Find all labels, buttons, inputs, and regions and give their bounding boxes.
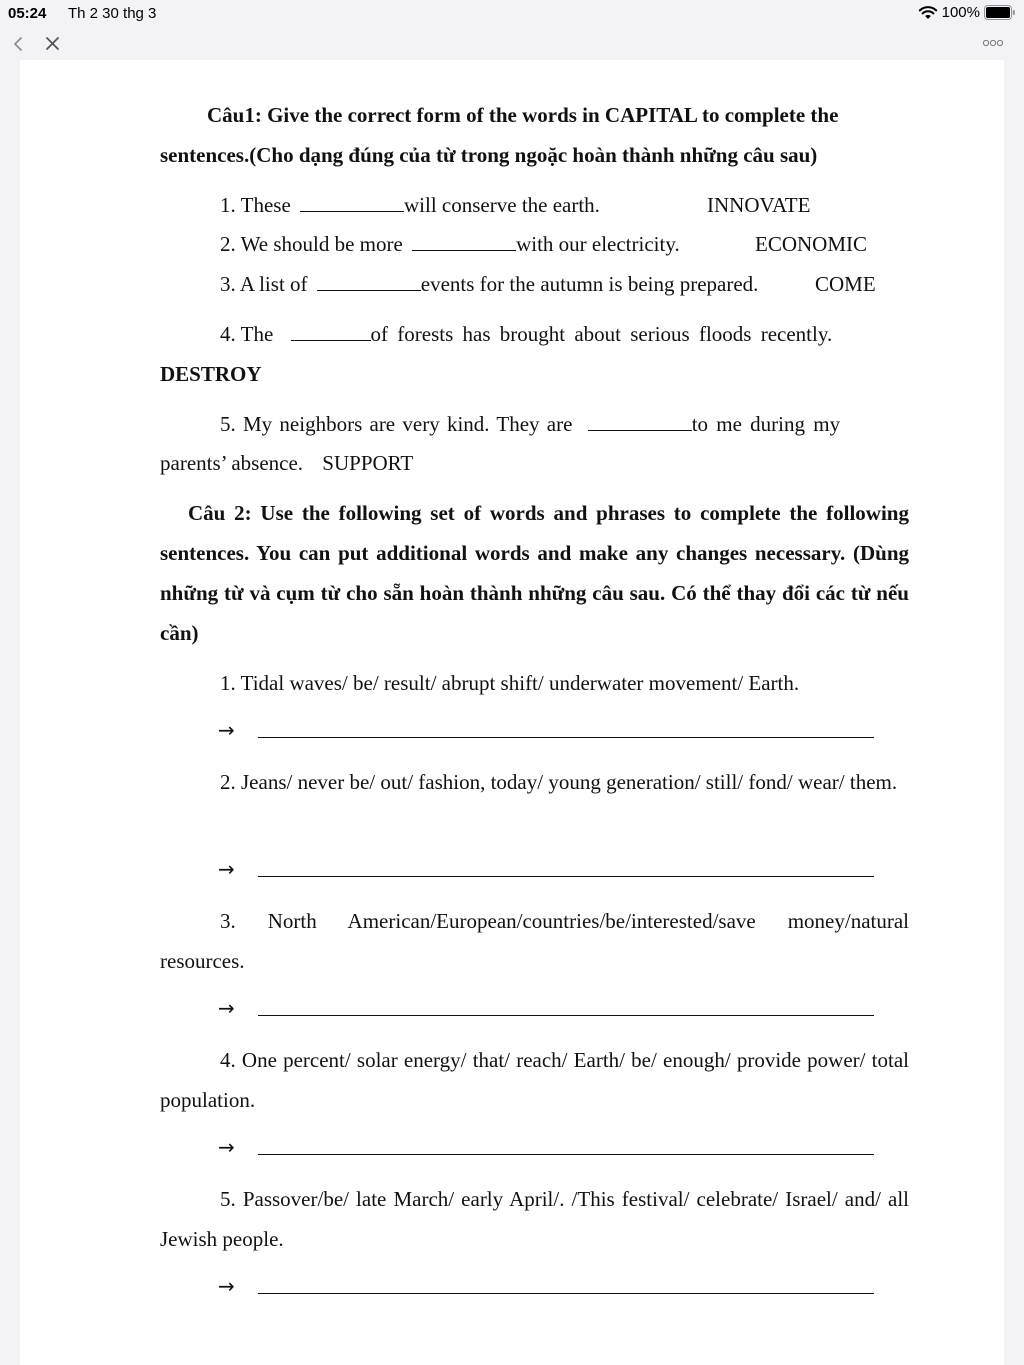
question1-item-1 <box>220 185 600 225</box>
status-bar <box>0 0 1024 28</box>
item-text: events for the autumn is being prepared. <box>420 272 759 296</box>
answer-line[interactable] <box>258 876 874 877</box>
question2-item-2: 2. Jeans/ never be/ out/ fashion, today/ young generation/ still/ fond/ wear/ them. <box>220 770 898 794</box>
question2-item-3: 3. North American/European/countries/be/interested/save money/natural resources. <box>160 909 909 973</box>
arrow-icon: → <box>218 1135 235 1159</box>
arrow-icon: → <box>218 1274 235 1298</box>
item-keyword: DESTROY <box>160 362 262 386</box>
arrow-icon: → <box>218 996 235 1020</box>
arrow-icon: → <box>218 718 235 742</box>
answer-blank[interactable] <box>317 268 421 291</box>
answer-blank[interactable] <box>412 228 516 251</box>
status-time: 05:24 <box>8 5 47 22</box>
item-keyword: INNOVATE <box>707 193 811 217</box>
more-dots-icon[interactable] <box>982 36 1004 50</box>
item-text: 2. We should be more <box>220 232 403 256</box>
battery-percentage: 100% <box>941 4 980 21</box>
battery-icon <box>984 5 1016 20</box>
chevron-left-icon[interactable] <box>8 32 30 56</box>
item-keyword: SUPPORT <box>322 451 414 475</box>
question1-item-5 <box>220 404 840 444</box>
item-text: 4. The <box>220 322 274 346</box>
answer-row-1 <box>218 710 898 750</box>
question2-heading: Câu 2: Use the following set of words and phrases to complete the following sentences. You can put additional words and make any changes necessary. (Dùng những từ và cụm từ cho sẵn hoàn thành những câu sau. Có thể thay đổi các từ nếu cần) <box>160 501 909 645</box>
arrow-icon: → <box>218 857 235 881</box>
answer-line[interactable] <box>258 737 874 738</box>
item-keyword: ECONOMIC <box>755 232 868 256</box>
item-text: parents’ absence. <box>160 451 304 475</box>
close-icon[interactable] <box>42 32 64 56</box>
question1-item-2 <box>220 224 680 264</box>
item-text: 3. A list of <box>220 272 308 296</box>
answer-line[interactable] <box>258 1293 874 1294</box>
wifi-icon <box>918 5 938 20</box>
answer-blank[interactable] <box>588 408 692 431</box>
question1-heading-line1: Câu1: Give the correct form of the words in CAPITAL to complete the <box>207 103 839 127</box>
question1-heading-line2: sentences.(Cho dạng đúng của từ trong ngoặc hoàn thành những câu sau) <box>160 143 818 167</box>
item-text: will conserve the earth. <box>404 193 600 217</box>
answer-blank[interactable] <box>291 318 371 341</box>
answer-line[interactable] <box>258 1015 874 1016</box>
item-keyword: COME <box>815 272 876 296</box>
item-text: to me during my <box>691 412 841 436</box>
question2-item-1: 1. Tidal waves/ be/ result/ abrupt shift/ underwater movement/ Earth. <box>220 671 800 695</box>
answer-row-2 <box>218 849 898 889</box>
question1-item-5-line2 <box>160 443 909 483</box>
item-text: 1. These <box>220 193 291 217</box>
question2-item-4: 4. One percent/ solar energy/ that/ reach/ Earth/ be/ enough/ provide power/ total population. <box>160 1048 909 1112</box>
status-indicators <box>918 4 1016 21</box>
answer-row-4 <box>218 1127 898 1167</box>
question1-item-4 <box>220 314 909 354</box>
item-text: with our electricity. <box>516 232 680 256</box>
question1-item-3 <box>220 264 758 304</box>
nav-bar <box>0 28 1024 60</box>
answer-line[interactable] <box>258 1154 874 1155</box>
item-text: of forests has brought about serious floods recently. <box>370 322 833 346</box>
item-text: 5. My neighbors are very kind. They are <box>220 412 573 436</box>
answer-blank[interactable] <box>300 189 404 212</box>
answer-row-5 <box>218 1266 898 1306</box>
answer-row-3 <box>218 988 898 1028</box>
document-page[interactable] <box>20 60 1004 1365</box>
status-date: Th 2 30 thg 3 <box>68 5 157 22</box>
question2-item-5: 5. Passover/be/ late March/ early April/. /This festival/ celebrate/ Israel/ and/ all Jewish people. <box>160 1187 909 1251</box>
